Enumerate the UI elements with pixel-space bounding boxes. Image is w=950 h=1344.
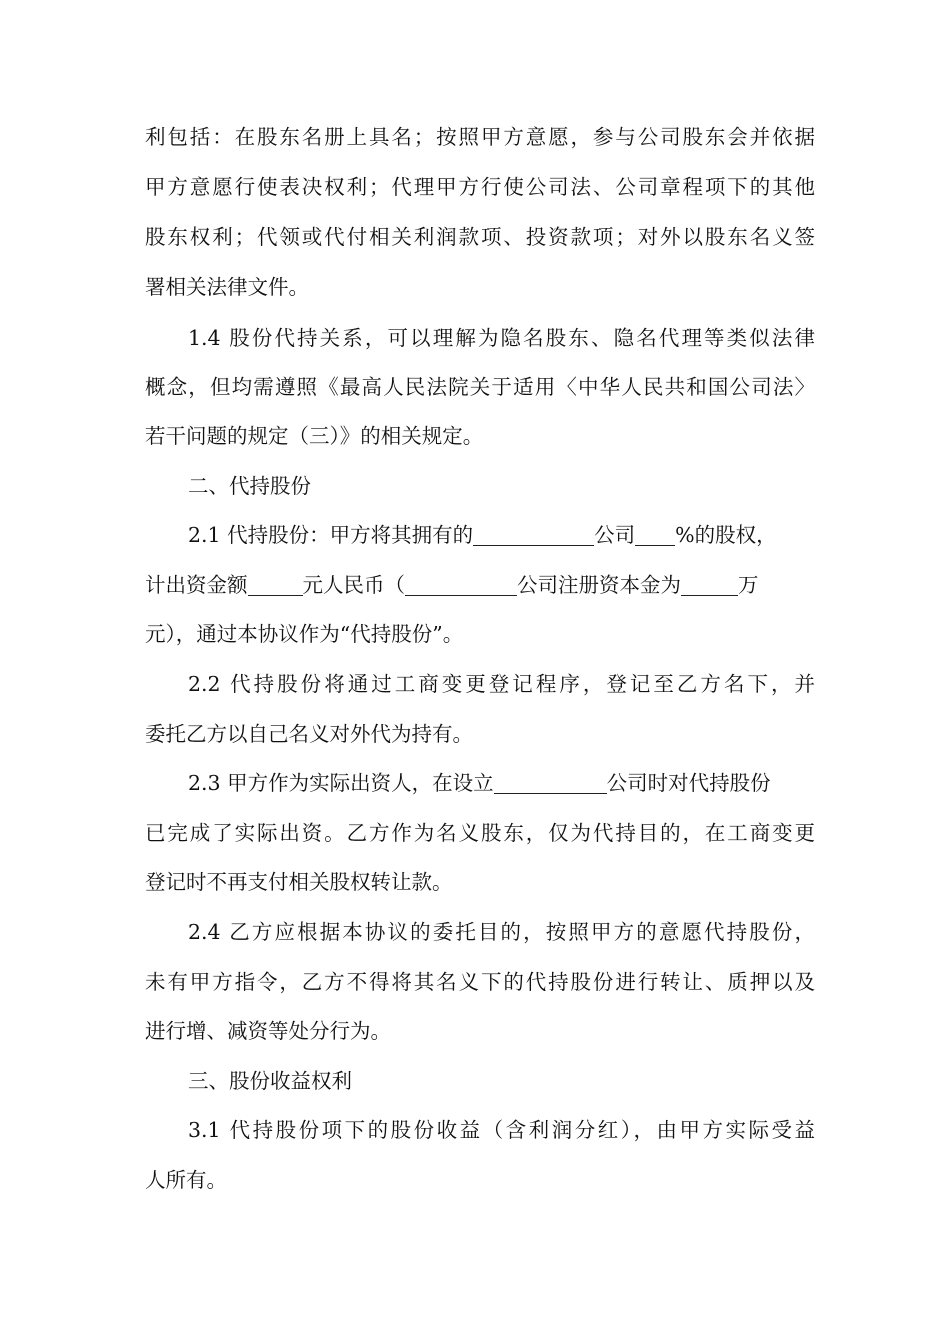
clause-text: 2.3 甲方作为实际出资人，在设立 <box>188 771 494 795</box>
paragraph-line: 署相关法律文件。 <box>145 275 309 299</box>
percent-blank <box>635 523 675 546</box>
clause-1-4: 1.4 股份代持关系，可以理解为隐名股东、隐名代理等类似法律 <box>188 326 815 350</box>
company-name-blank <box>473 523 594 546</box>
clause-text: %的股权， <box>675 523 777 547</box>
clause-2-2: 2.2 代持股份将通过工商变更登记程序，登记至乙方名下，并 <box>188 672 815 696</box>
paragraph-line: 若干问题的规定（三）》的相关规定。 <box>145 424 484 448</box>
paragraph-line: 进行增、减资等处分行为。 <box>145 1019 391 1043</box>
paragraph-line: 利包括：在股东名册上具名；按照甲方意愿，参与公司股东会并依据 <box>145 125 815 149</box>
clause-text: 公司注册资本金为 <box>517 573 681 597</box>
company-name-blank <box>494 771 607 794</box>
clause-text: 万 <box>738 573 759 597</box>
paragraph-line: 股东权利；代领或代付相关利润款项、投资款项；对外以股东名义签 <box>145 225 815 249</box>
clause-text: 2.1 代持股份：甲方将其拥有的 <box>188 523 474 547</box>
paragraph-line: 委托乙方以自己名义对外代为持有。 <box>145 722 473 746</box>
paragraph-line: 已完成了实际出资。乙方作为名义股东，仅为代持目的，在工商变更 <box>145 821 815 845</box>
paragraph-line: 未有甲方指令，乙方不得将其名义下的代持股份进行转让、质押以及 <box>145 970 815 994</box>
paragraph-line: 甲方意愿行使表决权利；代理甲方行使公司法、公司章程项下的其他 <box>145 175 815 199</box>
section-heading-2: 二、代持股份 <box>188 474 311 498</box>
clause-2-3 <box>188 758 815 808</box>
paragraph-line: 概念，但均需遵照《最高人民法院关于适用〈中华人民共和国公司法〉 <box>145 375 815 399</box>
clause-text: 公司 <box>594 523 636 547</box>
paragraph-line: 人所有。 <box>145 1168 227 1192</box>
clause-text: 公司时对代持股份 <box>606 771 771 795</box>
company-name-blank <box>405 573 517 596</box>
capital-blank <box>681 573 738 596</box>
paragraph-line: 元），通过本协议作为“代持股份”。 <box>145 622 464 646</box>
clause-2-1 <box>188 510 815 560</box>
clause-text: 元人民币（ <box>302 573 405 597</box>
paragraph-line: 登记时不再支付相关股权转让款。 <box>145 870 453 894</box>
section-heading-3: 三、股份收益权利 <box>188 1069 352 1093</box>
paragraph-line <box>145 560 815 610</box>
clause-text: 计出资金额 <box>145 573 248 597</box>
clause-3-1: 3.1 代持股份项下的股份收益（含利润分红），由甲方实际受益 <box>188 1118 815 1142</box>
amount-blank <box>248 573 303 596</box>
clause-2-4: 2.4 乙方应根据本协议的委托目的，按照甲方的意愿代持股份， <box>188 920 815 944</box>
